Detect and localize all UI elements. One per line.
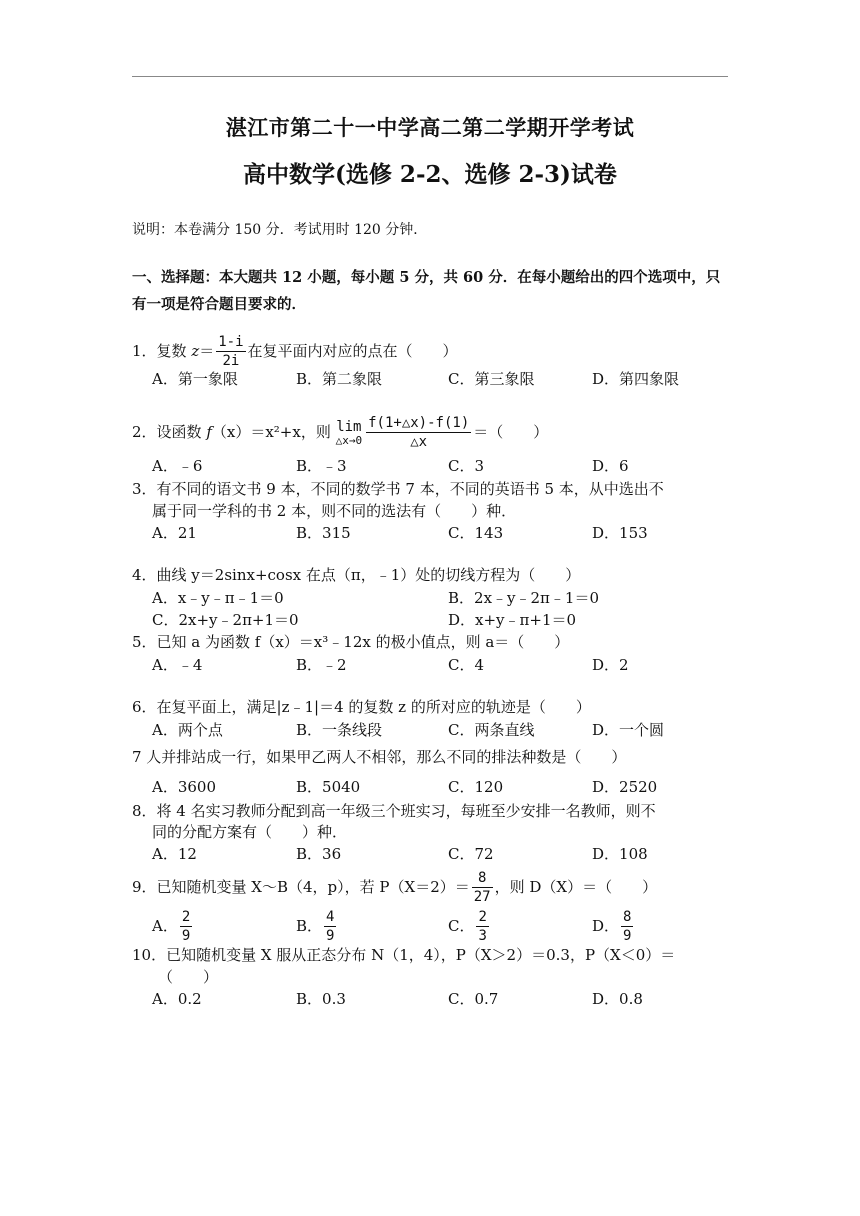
q8-option-c: C．72 xyxy=(448,845,494,863)
exam-note: 说明：本卷满分 150 分．考试用时 120 分钟． xyxy=(132,222,428,238)
q2-limit xyxy=(336,420,363,447)
q5-option-b: B．﹣2 xyxy=(296,656,347,674)
q8-option-d: D．108 xyxy=(592,845,648,863)
question-7: 7 人并排站成一行，如果甲乙两人不相邻，那么不同的排法种数是（ ） xyxy=(132,748,627,766)
q9-option-d-label: D． xyxy=(592,917,620,935)
q1-eq: ＝ xyxy=(199,342,215,360)
section-heading-line2: 有一项是符合题目要求的． xyxy=(132,296,306,313)
q10-option-c: C．0.7 xyxy=(448,990,499,1008)
q2-option-d: D．6 xyxy=(592,457,629,475)
q1-var: z xyxy=(191,342,200,360)
q7-option-c: C．120 xyxy=(448,778,504,796)
q9-pre: 9．已知随机变量 X～B（4，p），若 P（X＝2）＝ xyxy=(132,878,470,896)
question-3-line1: 3．有不同的语文书 9 本，不同的数学书 7 本，不同的英语书 5 本，从中选出不 xyxy=(132,480,664,498)
q3-option-a: A．21 xyxy=(152,524,197,542)
q9-option-a-num: 2 xyxy=(181,909,191,925)
q2-option-a: A．﹣6 xyxy=(152,457,203,475)
q9-option-d-den: 9 xyxy=(623,928,632,944)
q1-denominator: 2i xyxy=(222,353,240,369)
q1-option-d: D．第四象限 xyxy=(592,370,680,388)
header-rule xyxy=(132,76,728,77)
q9-option-c-den: 3 xyxy=(478,928,487,944)
q5-option-c: C．4 xyxy=(448,656,485,674)
q10-option-a: A．0.2 xyxy=(152,990,202,1008)
q1-numerator: 1-i xyxy=(218,334,244,350)
q3-option-b: B．315 xyxy=(296,524,351,542)
q9-option-a xyxy=(152,910,194,944)
q1-option-b: B．第二象限 xyxy=(296,370,383,388)
question-5: 5．已知 a 为函数 f（x）＝x³﹣12x 的极小值点，则 a＝（ ） xyxy=(132,633,570,651)
q7-option-a: A．3600 xyxy=(152,778,217,796)
q2-option-c: C．3 xyxy=(448,457,485,475)
q2-f: f xyxy=(206,423,212,441)
question-4: 4．曲线 y＝2sinx+cosx 在点（π，﹣1）处的切线方程为（ ） xyxy=(132,566,581,584)
q1-post: 在复平面内对应的点在（ ） xyxy=(247,342,458,360)
q5-option-d: D．2 xyxy=(592,656,629,674)
q9-option-c-fraction xyxy=(476,910,488,944)
q9-option-d xyxy=(592,910,635,944)
q4-option-b: B．2x﹣y﹣2π﹣1＝0 xyxy=(448,589,599,607)
q3-option-d: D．153 xyxy=(592,524,648,542)
q2-lim-sub: △x→0 xyxy=(335,433,363,447)
q10-option-b: B．0.3 xyxy=(296,990,346,1008)
q1-option-c: C．第三象限 xyxy=(448,370,535,388)
q9-option-a-den: 9 xyxy=(181,928,191,944)
q2-pre: 2．设函数 xyxy=(132,423,207,441)
q2-fraction xyxy=(366,416,471,450)
q9-option-d-fraction xyxy=(621,910,633,944)
q7-option-b: B．5040 xyxy=(296,778,361,796)
q2-post: ＝（ ） xyxy=(473,423,549,441)
q9-option-b-den: 9 xyxy=(326,928,335,944)
q6-option-b: B．一条线段 xyxy=(296,721,383,739)
question-3-line2: 属于同一学科的书 2 本，则不同的选法有（ ）种． xyxy=(152,502,517,520)
q1-option-a: A．第一象限 xyxy=(152,370,238,388)
q9-fraction xyxy=(472,871,493,905)
q9-option-b-num: 4 xyxy=(326,909,335,925)
q4-option-c: C．2x+y﹣2π+1＝0 xyxy=(152,611,299,629)
q9-option-b-label: B． xyxy=(296,917,323,935)
q3-option-c: C．143 xyxy=(448,524,504,542)
q1-pre: 1．复数 xyxy=(132,342,192,360)
question-10-line1: 10．已知随机变量 X 服从正态分布 N（1，4），P（X＞2）＝0.3，P（X＜0）＝ xyxy=(132,946,676,964)
q9-option-d-num: 8 xyxy=(623,909,632,925)
q4-option-d: D．x+y﹣π+1＝0 xyxy=(448,611,577,629)
q2-lim-word: lim xyxy=(336,418,362,435)
question-2 xyxy=(132,416,548,450)
q9-option-c xyxy=(448,910,491,944)
q9-option-a-fraction xyxy=(180,910,192,944)
q9-option-b xyxy=(296,910,338,944)
section-heading-line1: 一、选择题：本大题共 12 小题，每小题 5 分，共 60 分．在每小题给出的四个选项中，只 xyxy=(132,269,721,286)
q2-mid: （x）＝x²+x，则 xyxy=(211,423,336,441)
question-9 xyxy=(132,871,657,905)
q5-option-a: A．﹣4 xyxy=(152,656,203,674)
question-1 xyxy=(132,335,458,369)
q9-option-a-label: A． xyxy=(152,917,178,935)
q6-option-c: C．两条直线 xyxy=(448,721,535,739)
q9-numerator: 8 xyxy=(472,871,493,888)
q9-option-c-label: C． xyxy=(448,917,475,935)
q9-denominator: 27 xyxy=(473,889,491,905)
question-8-line2: 同的分配方案有（ ）种． xyxy=(152,823,348,841)
q9-post: ，则 D（X）＝（ ） xyxy=(494,878,658,896)
q1-fraction xyxy=(216,335,245,369)
q2-numerator: f(1+△x)-f(1) xyxy=(368,415,470,431)
question-6: 6．在复平面上，满足|z﹣1|＝4 的复数 z 的所对应的轨迹是（ ） xyxy=(132,698,591,716)
q4-option-a: A．x﹣y﹣π﹣1＝0 xyxy=(152,589,284,607)
question-10-line2: （ ） xyxy=(158,968,219,986)
q6-option-d: D．一个圆 xyxy=(592,721,665,739)
q2-denominator: △x xyxy=(410,434,428,450)
q7-option-d: D．2520 xyxy=(592,778,658,796)
exam-subject-title: 高中数学(选修 2-2、选修 2-3)试卷 xyxy=(243,161,617,188)
q9-option-c-num: 2 xyxy=(478,909,487,925)
q9-option-b-fraction xyxy=(324,910,336,944)
q2-option-b: B．﹣3 xyxy=(296,457,347,475)
q8-option-a: A．12 xyxy=(152,845,197,863)
question-8-line1: 8．将 4 名实习教师分配到高一年级三个班实习，每班至少安排一名教师，则不 xyxy=(132,802,656,820)
q10-option-d: D．0.8 xyxy=(592,990,643,1008)
q6-option-a: A．两个点 xyxy=(152,721,223,739)
q8-option-b: B．36 xyxy=(296,845,342,863)
exam-school-title: 湛江市第二十一中学高二第二学期开学考试 xyxy=(225,115,635,140)
